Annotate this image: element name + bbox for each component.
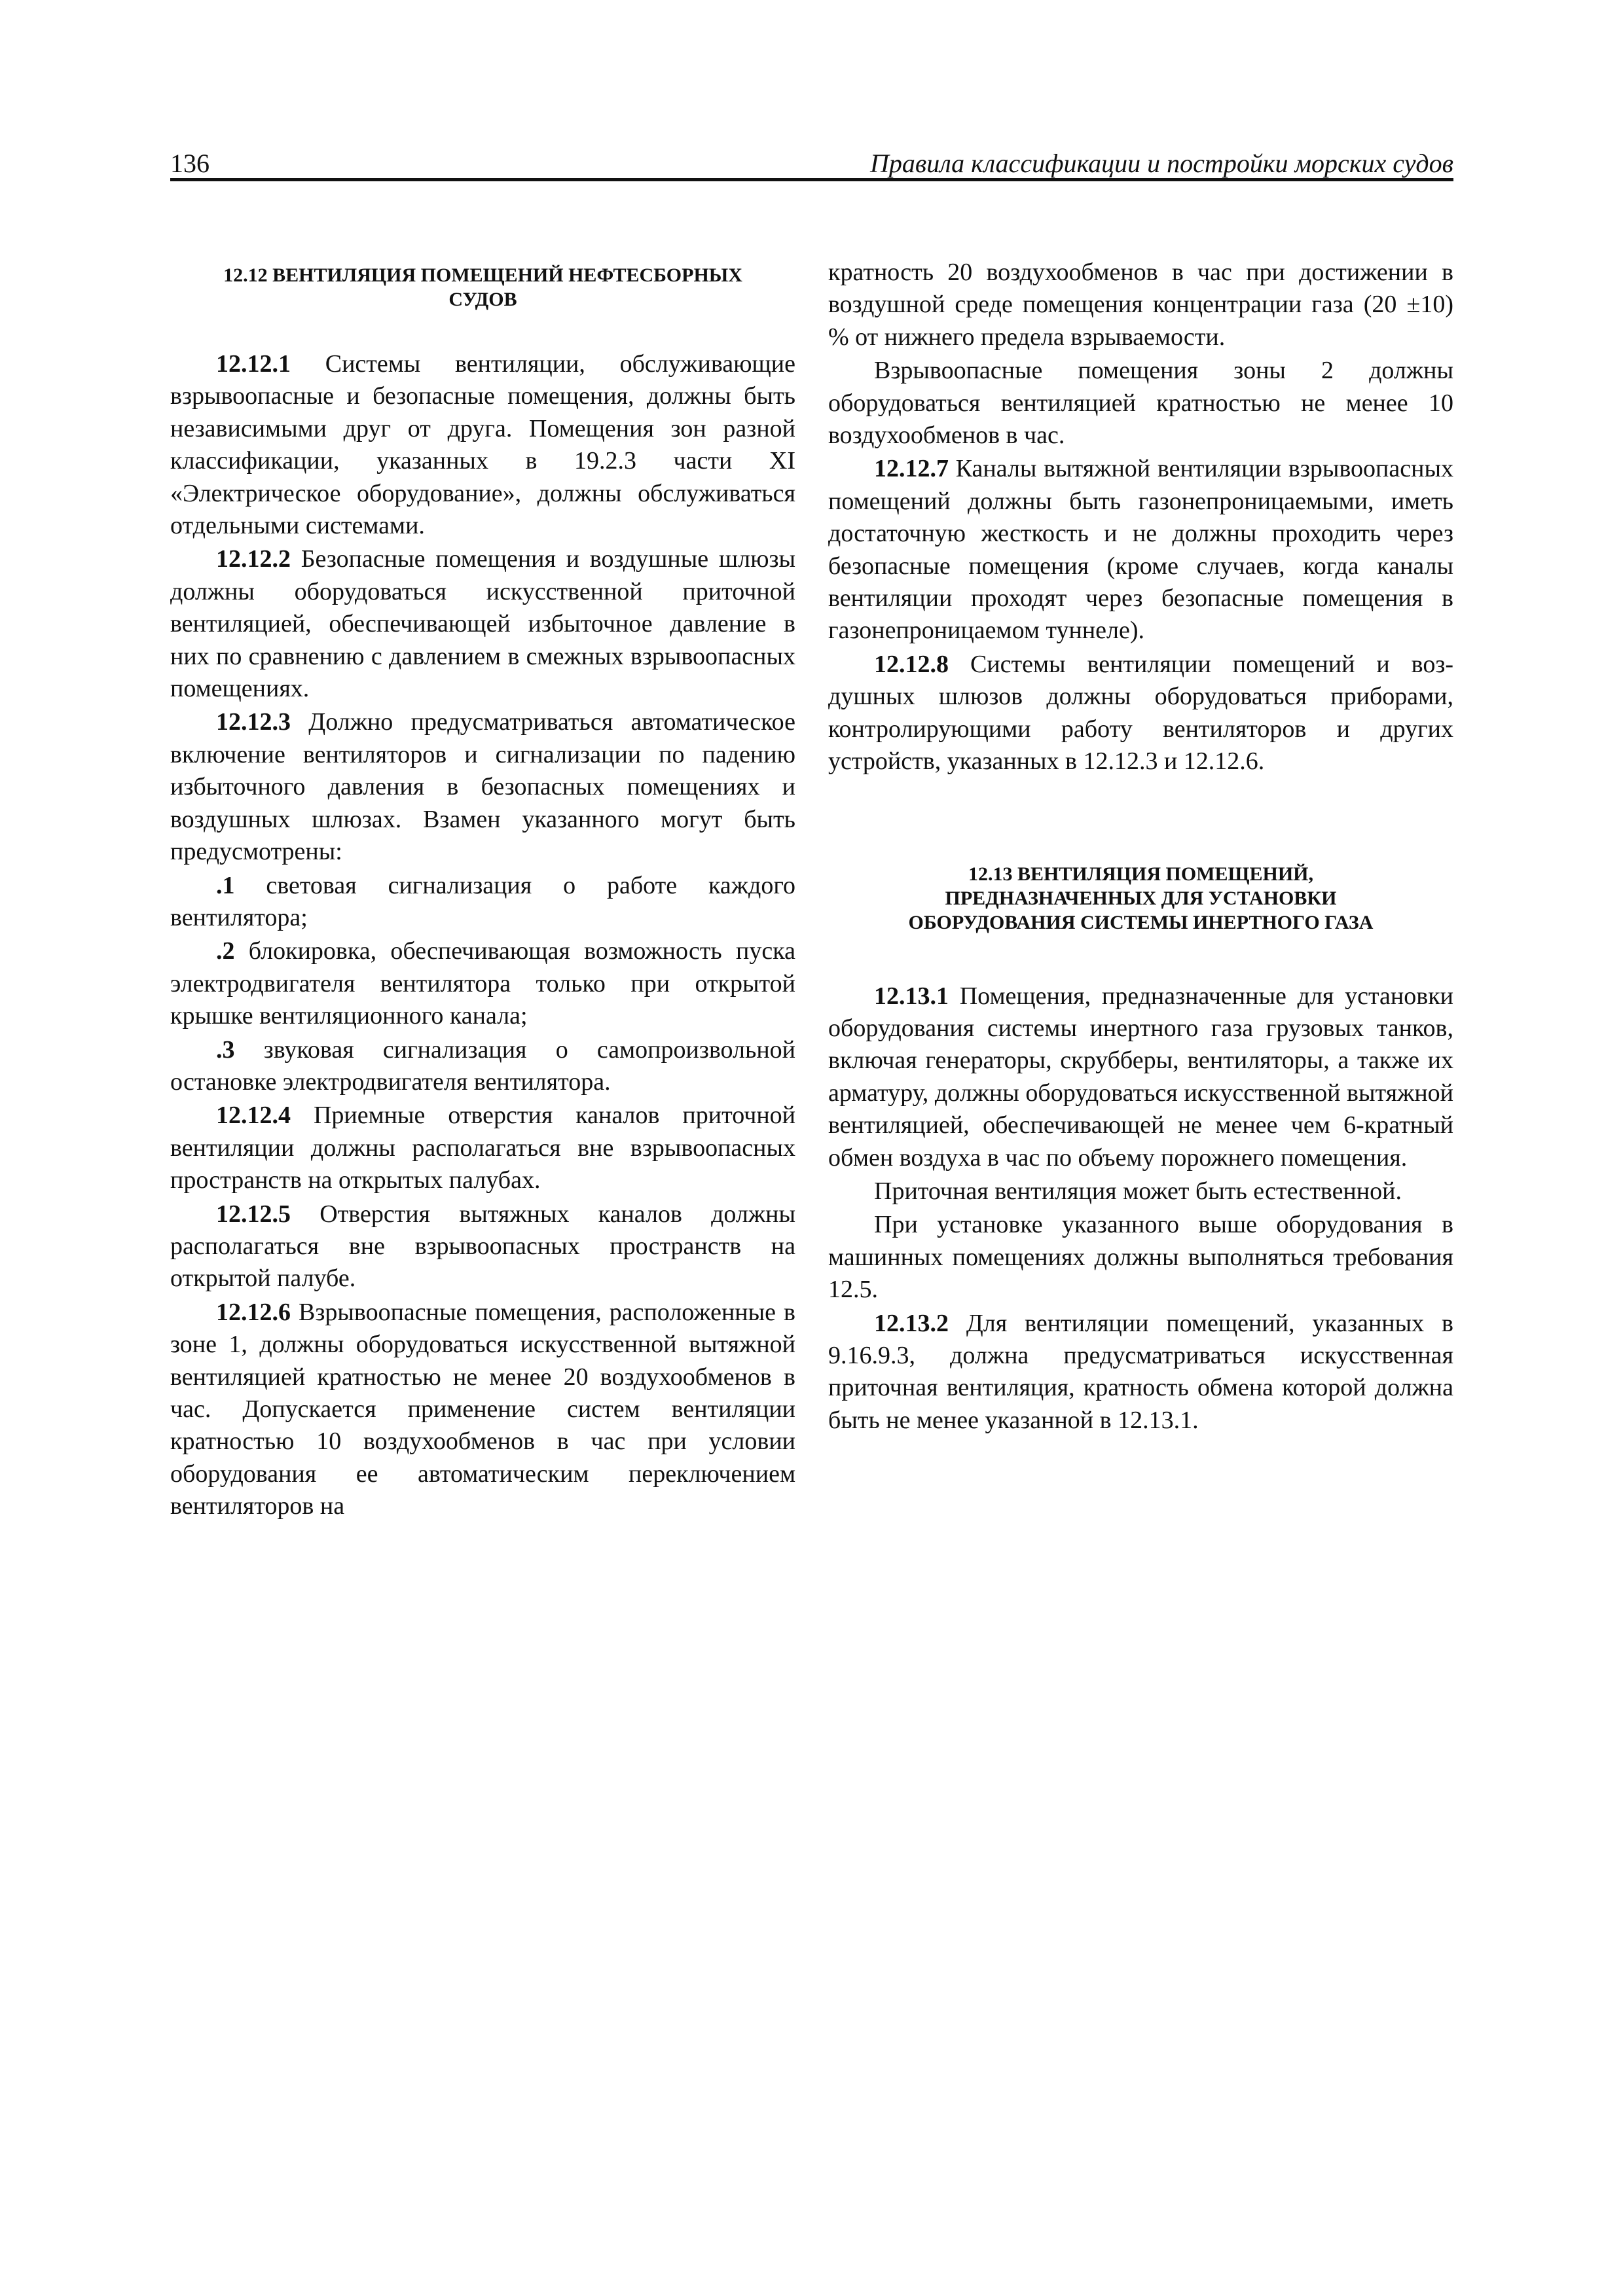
paragraph-natural-ventilation: Приточная вентиляция может быть естественной. — [874, 1177, 1402, 1205]
list-text: световая сигнализация о работе каждого вентилятора; — [170, 871, 795, 931]
clause-number: 12.12.5 — [216, 1200, 291, 1228]
clause-text: Отверстия вытяжных каналов должны располагаться вне взрывоопасных пространств на открытой палубе. — [170, 1200, 795, 1293]
paragraph-12-12-6 — [170, 1297, 795, 1523]
list-item-1 — [170, 870, 795, 935]
list-item-2 — [170, 935, 795, 1032]
section-heading-12-12: 12.12 ВЕНТИЛЯЦИЯ ПОМЕЩЕНИЙ НЕФТЕСБОРНЫХ СУДОВ — [223, 264, 742, 310]
paragraph-12-12-6-continued: кратность 20 воздухообменов в час при достижении в воздушной среде помещения концентрации газа (20 ±10) % от нижнего предела взрываемости. — [828, 259, 1453, 351]
paragraph-12-12-4 — [170, 1100, 795, 1196]
clause-text: Помещения, предназначенные для установки оборудования системы инертного газа грузовых танков, включая генераторы, скрубберы, вентиляторы, а также их арматуру, должны оборудоваться искусственной вытяжной вентиляцией, обеспечивающей не менее чем 6-кратный обмен воздуха в час по объему порожнего помещения. — [828, 982, 1453, 1172]
clause-text: Системы вентиляции, обслуживающие взрывоопасные и безопасные помещения, должны быть независимыми друг от друга. Помещения зон разной классификации, указанных в 19.2.3 части XI «Электрическое оборудование», должны обслуживаться отдельными системами. — [170, 350, 795, 540]
section-heading-12-13: 12.13 ВЕНТИЛЯЦИЯ ПОМЕЩЕНИЙ, ПРЕДНАЗНАЧЕННЫХ ДЛЯ УСТАНОВКИ ОБОРУДОВАНИЯ СИСТЕМЫ ИНЕРТНОГО ГАЗА — [908, 863, 1374, 933]
paragraph-zone-2: Взрывоопасные помещения зоны 2 должны оборудоваться вентиляцией кратностью не менее 10 воздухообменов в час. — [828, 357, 1453, 450]
paragraph-12-12-2 — [170, 543, 795, 705]
left-column — [170, 257, 795, 1524]
paragraph-12-12-7 — [828, 453, 1453, 647]
clause-number: 12.12.1 — [216, 350, 291, 378]
paragraph-12-12-3 — [170, 706, 795, 868]
clause-number: 12.12.7 — [874, 455, 949, 483]
paragraph-12-13-1 — [828, 980, 1453, 1174]
clause-number: 12.12.4 — [216, 1102, 291, 1130]
clause-number: 12.13.1 — [874, 982, 949, 1010]
clause-text: Безопасные помещения и воздушные шлюзы должны оборудоваться искусственной приточной вентиляцией, обеспечивающей избыточное давление в них по сравнению с давлением в смежных взрывоопасных помещениях. — [170, 545, 795, 703]
paragraph-12-13-2 — [828, 1308, 1453, 1437]
paragraph-machinery-spaces: При установке указанного выше оборудования в машинных помещениях должны выполняться требования 12.5. — [828, 1211, 1453, 1304]
paragraph-12-12-5 — [170, 1198, 795, 1295]
clause-text: Для вентиляции помещений, указанных в 9.16.9.3, должна предусматриваться искусственная приточная вентиляция, кратность обмена которой должна быть не менее указанной в 12.13.1. — [828, 1309, 1453, 1434]
clause-number: 12.12.2 — [216, 545, 291, 573]
list-text: звуковая сигнализация о самопроизвольной остановке электродвигателя вентилятора. — [170, 1035, 795, 1096]
header-rule — [170, 178, 1453, 181]
clause-number: 12.12.6 — [216, 1298, 291, 1326]
right-column — [828, 257, 1453, 1438]
clause-number: 12.12.8 — [874, 650, 949, 678]
paragraph-12-12-1 — [170, 348, 795, 542]
clause-number: 12.12.3 — [216, 708, 291, 736]
list-item-3 — [170, 1034, 795, 1099]
paragraph-12-12-8 — [828, 649, 1453, 778]
running-header — [170, 143, 1453, 179]
clause-text: Взрывоопасные помещения, расположенные в зоне 1, должны оборудоваться искусственной вытяжной вентиляцией кратностью не менее 20 воздухообменов в час. Допускается применение систем вентиляции кратностью 10 воздухообменов в час при условии оборудования ее автоматическим переключением вентиляторов на — [170, 1298, 795, 1520]
list-number: .3 — [216, 1035, 235, 1064]
clause-text: Каналы вытяжной вентиляции взрывоопасных помещений должны быть газонепроницаемыми, иметь достаточную жесткость и не должны проходить через безопасные помещения (кроме случаев, когда каналы вентиляции проходят через безопасные помещения в газонепроницаемом туннеле). — [828, 455, 1453, 645]
running-title: Правила классификации и постройки морских судов — [869, 149, 1453, 178]
clause-text: Должно предусматриваться автоматическое включение вентиляторов и сигнализации по падению избыточного давления в безопасных помещениях и воздушных шлюзах. Взамен указанного могут быть предусмотрены: — [170, 708, 795, 866]
clause-text: Приемные отверстия каналов приточной вентиляции должны располагаться вне взрывоопасных пространств на открытых палубах. — [170, 1102, 795, 1194]
list-number: .2 — [216, 937, 235, 965]
clause-number: 12.13.2 — [874, 1309, 949, 1337]
clause-text: Системы вентиляции помещений и воздушных шлюзов должны оборудоваться приборами, контролирующими работу вентиляторов и других устройств, указанных в 12.12.3 и 12.12.6. — [828, 650, 1453, 776]
list-text: блокировка, обеспечивающая возможность пуска электродвигателя вентилятора только при открытой крышке вентиляционного канала; — [170, 937, 795, 1030]
page-number: 136 — [170, 149, 210, 178]
list-number: .1 — [216, 871, 235, 899]
